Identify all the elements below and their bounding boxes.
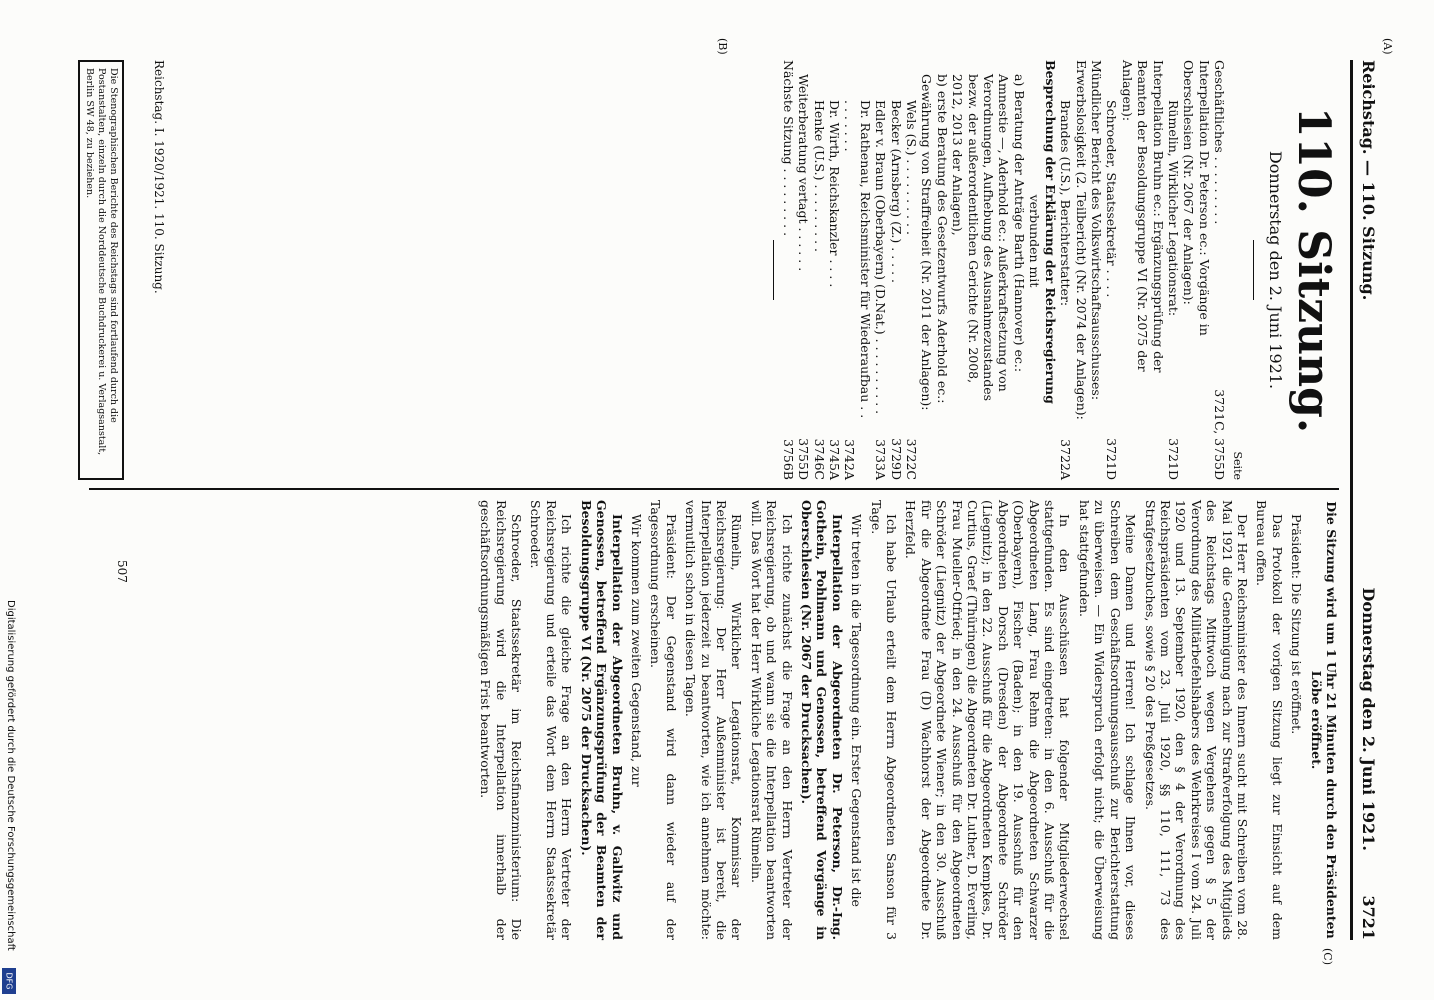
seite-label: Seite <box>1230 451 1244 480</box>
toc-row <box>1212 60 1227 480</box>
toc-row <box>842 60 873 480</box>
toc-text: Henke (U.S.) . . . . . . . . . <box>811 100 827 253</box>
toc-row <box>811 60 826 480</box>
right-column <box>474 500 1339 940</box>
paragraph: Wir treten in die Tagesordnung ein. Erster Gegenstand ist die <box>849 514 865 907</box>
volume-footer: Reichstag. I. 1920/1921. 110. Sitzung. <box>152 60 166 294</box>
page-bottom-number: 507 <box>115 560 129 583</box>
paragraph: Schroeder, Staatssekretär im Reichsfinanzministerium: Die Reichsregierung wird die Interpellation innerhalb der geschäftsordnungsmäßigen Frist beantworten. <box>478 500 525 940</box>
digitization-credit <box>2 600 20 990</box>
toc-row <box>1073 60 1104 480</box>
toc-text: Dr. Rathenau, Reichsminister für Wiederaufbau . . . . . . . . . <box>842 100 873 419</box>
toc-text: Mündlicher Bericht des Volkswirtschaftsausschusses: Erwerbslosigkeit (2. Teilbericht) (Nr. 2074 der Anlagen): <box>1073 60 1104 420</box>
toc-row <box>888 60 903 480</box>
toc-page: 3729D <box>888 438 904 480</box>
toc-text: Schroeder, Staatssekretär . . . . <box>1104 100 1120 298</box>
toc-text: Rümelin, Wirklicher Legationsrat: <box>1165 100 1181 317</box>
toc-text: Brandes (U.S.), Berichterstatter: <box>1058 100 1074 307</box>
toc-text: Wels (S.) . . . . . . . . . . <box>904 100 920 235</box>
toc-page: 3755D <box>796 438 812 480</box>
margin-mark-a: (A) <box>1381 38 1394 55</box>
toc-page: 3722A <box>1058 439 1074 480</box>
paragraph: In den Ausschüssen hat folgender Mitgliederwechsel stattgefunden. Es sind eingetreten: in den 6. Ausschuß für die Abgeordneten Lang, Frau Rehm die Abgeordneten Schwarzer (Oberbayern), Fischer (Baden); in den 19. Ausschuß für den Abgeordneten Dorsch (Dresden) der Abgeordnete Schröder (Liegnitz); in den 22. Ausschuß für die Abgeordneten Kempkes, Dr. Curtius, Graef (Thüringen) die Abgeordneten Dr. Luther, D. Everling, Frau Mueller-Otfried; in den 24. Ausschuß für den Abgeordneten Schröder (Liegnitz) der Abgeordnete Wiener; in den 30. Ausschuß für die Abgeordnete Frau (D) Wachhorst der Abgeordnete Dr. Herzfeld. <box>903 500 1073 940</box>
toc-page: 3721D <box>1165 438 1181 480</box>
distribution-notice: Die Stenographischen Berichte des Reichstags sind fortlaufend durch die Postanstalten, einzeln durch die Norddeutsche Buchdruckerei u. Verlagsanstalt, Berlin SW 48, zu beziehen. <box>78 60 124 480</box>
toc-text: b) erste Beratung des Gesetzentwurfs Aderhold ec.: Gewährung von Straffreiheit (Nr. 2011 der Anlagen): <box>919 74 950 411</box>
paragraph: Der Herr Reichsminister des Innern sucht mit Schreiben vom 28. Mai 1921 die Genehmigung nach zur Strafverfolgung des Mitglieds des Reichstags Mittwoch wegen Vergehens gegen § 5 der Verordnung des Militärbefehlshabers des Wehrkreises I vom 24. Juli 1920 und 13. September 1920, den § 4 der Verordnung des Reichspräsidenten vom 23. Juli 1920, §§ 110, 111, 73 des Strafgesetzbuches, sowie § 20 des Preßgesetzes. <box>1142 500 1250 940</box>
toc-row <box>919 60 950 480</box>
toc-row <box>827 60 842 480</box>
dfg-text: DFG <box>4 972 14 990</box>
toc-page: 3756B <box>780 439 796 480</box>
paragraph: Präsident: Der Gegenstand wird dann wieder auf der Tagesordnung erscheinen. <box>648 500 679 940</box>
toc-page: 3742A <box>842 439 858 480</box>
toc-row <box>1027 60 1042 480</box>
toc-row <box>1058 60 1073 480</box>
short-rule <box>773 240 774 300</box>
paragraph: Ich richte die gleiche Frage an den Herrn Vertreter der Reichsregierung und erteile das Wort dem Herrn Staatssekretär Schroeder. <box>528 500 575 940</box>
toc-page: 3733A <box>873 439 889 480</box>
toc-row <box>1166 60 1181 480</box>
toc-text: Interpellation Dr. Peterson ec.: Vorgänge in Oberschlesien (Nr. 2067 der Anlagen): <box>1181 60 1212 336</box>
toc-row <box>796 60 811 480</box>
paragraph: Das Protokoll der vorigen Sitzung liegt zur Einsicht auf dem Bureau offen. <box>1254 500 1285 940</box>
header-left: Reichstag. — 110. Sitzung. <box>1359 60 1378 301</box>
toc-page: 3745A <box>827 439 843 480</box>
opening-line: Die Sitzung wird um 1 Uhr 21 Minuten durch den Präsidenten Löbe eröffnet. <box>1308 501 1339 939</box>
paragraph: Interpellation der Abgeordneten Dr. Peterson, Dr.-Ing. Gothein, Pohlmann und Genossen, betreffend Vorgänge in Oberschlesien (Nr. 2067 der Drucksachen). <box>799 500 845 940</box>
toc-page: 3722C <box>904 438 920 480</box>
toc-text: Becker (Arnsberg) (Z.) . . . . . <box>888 100 904 284</box>
toc-text: Geschäftliches . . . . . . . . . <box>1212 60 1228 225</box>
session-title: 110. Sitzung. <box>1288 106 1339 434</box>
short-rule <box>1253 240 1254 300</box>
margin-mark-c: (C) <box>1321 948 1334 965</box>
toc-text: Dr. Wirth, Reichskanzler . . . . <box>827 100 843 288</box>
toc-text: Besprechung der Erklärung der Reichsregierung <box>1042 60 1058 404</box>
session-date: Donnerstag den 2. Juni 1921. <box>1266 150 1285 390</box>
paragraph: Ich richte zunächst die Frage an den Herrn Vertreter der Reichsregierung, ob und wann sie die Interpellation beantworten will. Das Wort hat der Herr Wirkliche Legationsrat Rümelin. <box>748 500 795 940</box>
header-date: Donnerstag den 2. Juni 1921. <box>1359 587 1378 851</box>
toc-row <box>1119 60 1165 480</box>
toc-page: 3746C <box>811 438 827 480</box>
toc-row <box>1042 60 1057 480</box>
toc-row <box>1181 60 1212 480</box>
paragraph: Präsident: Die Sitzung ist eröffnet. <box>1289 514 1305 735</box>
toc-row <box>950 60 1027 480</box>
paragraph: Rümelin, Wirklicher Legationsrat, Kommissar der Reichsregierung: Der Herr Außenminister ist bereit, die Interpellation jederzeit zu beantworten, wie ich annehmen möchte: vermutlich schon in diesen Tagen. <box>683 500 745 940</box>
toc-row <box>873 60 888 480</box>
toc-text: Edler v. Braun (Oberbayern) (D.Nat.) . . . . . . . . . . <box>873 100 889 415</box>
toc-text: verbunden mit <box>1027 194 1043 288</box>
margin-mark-b: (B) <box>716 38 729 55</box>
toc-row <box>780 60 795 480</box>
column-divider <box>89 488 1339 490</box>
toc-row <box>904 60 919 480</box>
credit-text: Digitalisierung gefördert durch die Deutsche Forschungsgemeinschaft <box>5 600 16 951</box>
paragraph: Interpellation der Abgeordneten Bruhn, v. Gallwitz und Genossen, betreffend Ergänzungsprüfung der Beamten der Besoldungsgruppe VI (Nr. 2075 der Drucksachen). <box>578 500 625 940</box>
header-page-number: 3721 <box>1359 895 1378 940</box>
toc-page: 3721C, 3755D <box>1212 389 1228 480</box>
header-right <box>1359 588 1378 940</box>
toc-text: a) Beratung der Anträge Barth (Hannover) ec.: Amnestie —, Aderhold ec.: Außerkraftsetzung von Verordnungen, Aufhebung des Ausnahmezustandes bezw. der außerordentlichen Gerichte (Nr. 2008, 2012, 2013 der Anlagen), <box>950 74 1027 402</box>
paragraph: Ich habe Urlaub erteilt dem Herrn Abgeordneten Sanson für 3 Tage. <box>868 500 900 940</box>
toc-text: Interpellation Bruhn ec.: Ergänzungsprüfung der Beamten der Besoldungsgruppe VI (Nr. 2075 der Anlagen): <box>1119 60 1166 373</box>
toc-text: Nächste Sitzung . . . . . . . . . <box>780 60 796 237</box>
paragraph: Meine Damen und Herren! Ich schlage Ihnen vor, dieses Schreiben dem Geschäftsordnungsausschuß zur Berichterstattung zu überweisen. — Ein Widerspruch erfolgt nicht; die Überweisung hat stattgefunden. <box>1076 500 1139 940</box>
paragraph: Wir kommen zum zweiten Gegenstand, zur <box>628 514 644 787</box>
dfg-logo <box>2 968 16 994</box>
left-column <box>765 60 1339 480</box>
toc-row <box>1104 60 1119 480</box>
toc-page: 3721D <box>1104 438 1120 480</box>
running-header <box>1350 60 1384 940</box>
toc-text: Weiterberatung vertagt . . . . . . <box>796 74 812 272</box>
